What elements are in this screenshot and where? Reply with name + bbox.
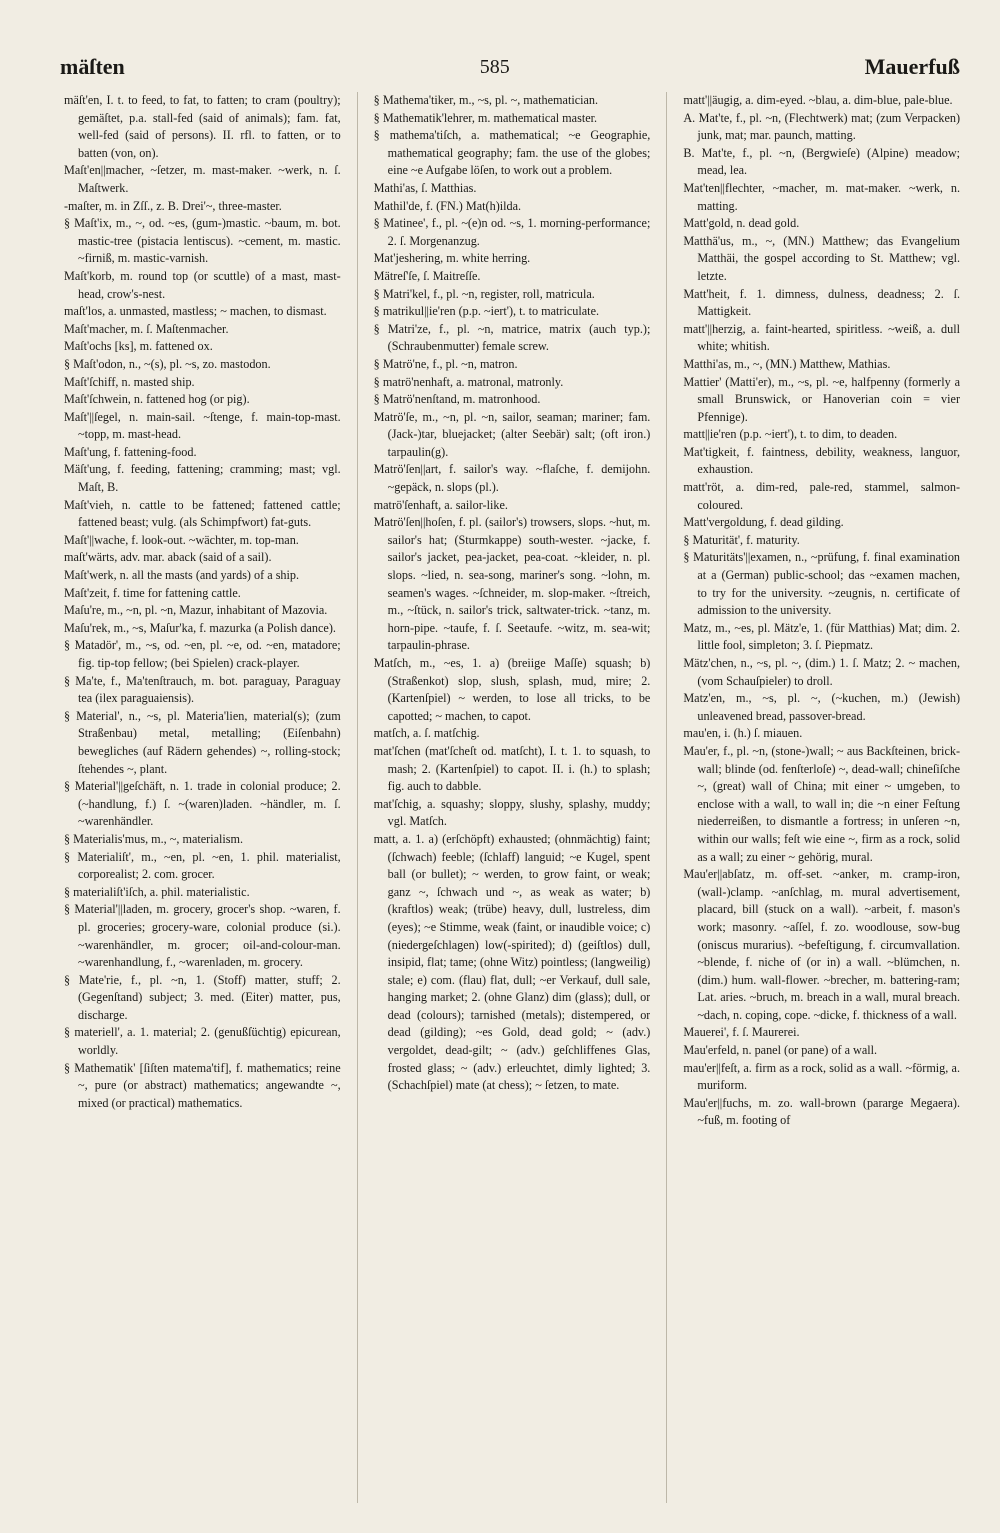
dictionary-entry: Matrö'ſe, m., ~n, pl. ~n, sailor, seaman; mariner; fam. (Jack-)tar, bluejacket; (alter Seebär) salt; (oft iron.) tarpaulin(g). xyxy=(373,409,651,459)
dictionary-entry: matt||ie'ren (p.p. ~iert'), t. to dim, to deaden. xyxy=(683,427,898,442)
dictionary-entry: § Maſt'ix, m., ~, od. ~es, (gum-)mastic. ~baum, m. bot. mastic-tree (pistacia lentiscus). ~cement, m. mastic. ~firniß, m. mastic-varnish. xyxy=(64,216,341,266)
dictionary-entry: Matz, m., ~es, pl. Mätz'e, 1. (für Matthias) Mat; dim. 2. little fool, simpleton; 3. ſ. Piepmatz. xyxy=(683,620,961,653)
dictionary-entry: § Materialis'mus, m., ~, materialism. xyxy=(64,831,244,846)
dictionary-entry: maſt'wärts, adv. mar. aback (said of a sail). xyxy=(64,550,272,565)
dictionary-entry: § Materialiſt', m., ~en, pl. ~en, 1. phil. materialist, corporealist; 2. com. grocer. xyxy=(64,849,341,882)
dictionary-entry: maſt'los, a. unmasted, mastless; ~ machen, to dismast. xyxy=(64,304,327,319)
dictionary-entry: Matt'heit, f. 1. dimness, dulness, deadness; 2. ſ. Mattigkeit. xyxy=(683,286,961,319)
dictionary-entry: § Matadör', m., ~s, od. ~en, pl. ~e, od. ~en, matadore; fig. tip-top fellow; (bei Spielen) crack-player. xyxy=(64,638,341,670)
dictionary-entry: matt'||herzig, a. faint-hearted, spiritless. ~weiß, a. dull white; whitish. xyxy=(683,321,961,354)
dictionary-entry: matrö'ſenhaft, a. sailor-like. xyxy=(373,497,508,512)
dictionary-entry: Maſt'vieh, n. cattle to be fattened; fattened cattle; fattened beast; vulg. (als Schimpfwort) fat-guts. xyxy=(64,497,341,530)
dictionary-entry: Maſt'ochs [ks], m. fattened ox. xyxy=(64,339,213,354)
dictionary-entry: matt'||äugig, a. dim-eyed. ~blau, a. dim-blue, pale-blue. xyxy=(683,93,953,107)
dictionary-entry: Mau'erfeld, n. panel (or pane) of a wall. xyxy=(683,1043,878,1058)
right-guide-word: Mauerfuß xyxy=(864,54,960,79)
dictionary-entry: § Maturitäts'||examen, n., ~prüfung, f. final examination at a (German) public-school; das ~examen machen, to try for the university. ~zeugnis, n. certificate of admission to the university. xyxy=(683,550,961,618)
column-3 xyxy=(683,92,960,1503)
column-2 xyxy=(374,92,651,1503)
dictionary-entry: Maſu're, m., ~n, pl. ~n, Mazur, inhabitant of Mazovia. xyxy=(64,603,328,618)
dictionary-entry: Mathi'as, ſ. Matthias. xyxy=(373,180,477,195)
dictionary-entry: Maſt'werk, n. all the masts (and yards) of a ship. xyxy=(64,568,300,583)
dictionary-entry: § mathema'tiſch, a. mathematical; ~e Geographie, mathematical geography; fam. the use of the globes; eine ~e Aufgabe löſen, to work out a problem. xyxy=(373,128,651,178)
dictionary-entry: Mau'er||abſatz, m. off-set. ~anker, m. cramp-iron, (wall-)clamp. ~anſchlag, m. mural advertisement, placard, bill (stuck on a wall). ~arbeit, f. mason's work; masonry. ~aſſel, f. zo. woodlouse, sow-bug (oniscus murarius). ~befeſtigung, f. circumvallation. ~blende, f. niche of (or in) a wall. ~blümchen, n. (dim.) hum. wall-flower. ~brecher, m. battering-ram; Lat. aries. ~bruch, m. breach in a wall, mural breach. ~dach, n. coping, cope. ~dicke, f. thickness of a wall. xyxy=(683,867,961,1022)
dictionary-entry: Matt'gold, n. dead gold. xyxy=(683,216,800,231)
column-divider xyxy=(357,92,358,1503)
dictionary-entry: § Matrö'ne, f., pl. ~n, matron. xyxy=(373,356,518,371)
dictionary-entry: Maſt'macher, m. ſ. Maſtenmacher. xyxy=(64,321,229,336)
dictionary-entry: Maſu'rek, m., ~s, Maſur'ka, f. mazurka (a Polish dance). xyxy=(64,620,336,635)
left-guide-word: mäſten xyxy=(60,54,125,79)
dictionary-entry: mat'ſchen (mat'ſcheſt od. matſcht), I. t. 1. to squash, to mash; 2. (Kartenſpiel) to capot. II. i. (h.) to splash; fig. auch to dabble. xyxy=(373,743,651,794)
dictionary-entry: Matthä'us, m., ~, (MN.) Matthew; das Evangelium Matthäi, the gospel according to St. Matthew; vgl. letzte. xyxy=(683,233,961,283)
dictionary-entry: § materiell', a. 1. material; 2. (genußſüchtig) epicurean, worldly. xyxy=(64,1025,341,1058)
dictionary-entry: Matrö'ſen||hoſen, f. pl. (sailor's) trowsers, slops. ~hut, m. sailor's hat; (Sturmkappe) south-wester. ~jacke, f. sailor's jacket, pea-jacket, pea-coat. ~kleider, n. pl. slops. ~lied, n. sea-song, mariner's song. ~lohn, m. seamen's wages. ~ſchneider, m. slop-maker. ~ſtreich, m., ~ſtück, n. sailor's trick, saltwater-trick. ~tanz, m. horn-pipe. ~taufe, f. ſ. Seetaufe. ~witz, m. sea-wit; tarpaulin-phrase. xyxy=(373,515,651,653)
dictionary-entry: Maſt'en||macher, ~ſetzer, m. mast-maker. ~werk, n. ſ. Maſtwerk. xyxy=(64,163,341,195)
dictionary-entry: § Maturität', f. maturity. xyxy=(683,532,800,547)
dictionary-entry: Maſt'korb, m. round top (or scuttle) of a mast, mast-head, crow's-nest. xyxy=(64,268,341,301)
dictionary-entry: Maſt'zeit, f. time for fattening cattle. xyxy=(64,585,241,600)
dictionary-entry: § Matinee', f., pl. ~(e)n od. ~s, 1. morning-performance; 2. ſ. Morgenanzug. xyxy=(373,216,651,248)
dictionary-entry: matt'röt, a. dim-red, pale-red, stammel, salmon-coloured. xyxy=(683,480,961,512)
dictionary-entry: § Maſt'odon, n., ~(s), pl. ~s, zo. mastodon. xyxy=(64,356,271,371)
dictionary-entry: § Mathema'tiker, m., ~s, pl. ~, mathematician. xyxy=(373,93,599,107)
dictionary-entry: § matrö'nenhaft, a. matronal, matronly. xyxy=(373,374,564,389)
dictionary-entry: Maſt'||wache, f. look-out. ~wächter, m. top-man. xyxy=(64,532,299,547)
dictionary-entry: Matrö'ſen||art, f. sailor's way. ~flaſche, f. demijohn. ~gepäck, n. slops (pl.). xyxy=(373,462,651,495)
dictionary-entry: Maſt'ſchwein, n. fattened hog (or pig). xyxy=(64,392,250,407)
dictionary-entry: Mat'ten||flechter, ~macher, m. mat-maker. ~werk, n. matting. xyxy=(683,180,961,213)
dictionary-entry: § Mathematik' [ſiſten matema'tif], f. mathematics; reine ~, pure (or abstract) mathematics; angewandte ~, mixed (or practical) mathematics. xyxy=(64,1060,341,1110)
dictionary-entry: § Mate'rie, f., pl. ~n, 1. (Stoff) matter, stuff; 2. (Gegenſtand) subject; 3. med. (Eiter) matter, pus, discharge. xyxy=(64,972,341,1022)
dictionary-entry: Matt'vergoldung, f. dead gilding. xyxy=(683,515,844,530)
dictionary-entry: Mauerei', f. ſ. Maurerei. xyxy=(683,1025,800,1040)
dictionary-entry: Mathil'de, f. (FN.) Mat(h)ilda. xyxy=(373,198,522,213)
dictionary-entry: § Ma'te, f., Ma'tenſtrauch, m. bot. paraguay, Paraguay tea (ilex paraguaiensis). xyxy=(64,673,341,706)
columns xyxy=(64,92,960,1503)
dictionary-entry: Matz'en, m., ~s, pl. ~, (~kuchen, m.) (Jewish) unleavened bread, passover-bread. xyxy=(683,691,961,723)
dictionary-entry: -maſter, m. in Zſſ., z. B. Drei'~, three-master. xyxy=(64,198,282,213)
dictionary-entry: mau'er||feſt, a. firm as a rock, solid as a wall. ~förmig, a. muriform. xyxy=(683,1060,961,1093)
dictionary-entry: Matſch, m., ~es, 1. a) (breiige Maſſe) squash; b) (Straßenkot) slop, slush, splash, mud, mire; 2. (Kartenſpiel) ~ werden, to lose all tricks, to be capotted; ~ machen, to capot. xyxy=(373,656,651,723)
dictionary-entry: Maſt'ung, f. fattening-food. xyxy=(64,444,197,459)
dictionary-entry: matſch, a. ſ. matſchig. xyxy=(373,726,480,741)
dictionary-entry: mau'en, i. (h.) ſ. miauen. xyxy=(683,726,803,741)
dictionary-entry: matt, a. 1. a) (erſchöpft) exhausted; (ohnmächtig) faint; (ſchwach) feeble; (ſchlaff) languid; ~e Kugel, spent ball (or bullet); ~ werden, to grow faint, or weak; ganz ~, ſchwach und ~, as weak as water; b) (kraftlos) weak; (trübe) heavy, dull, lustreless, dim (eyes); ~e Stimme, weak (faint, or inaudible voice; c) (niedergeſchlagen) low(-spirited); d) (geiſtlos) dull, insipid, flat; tame; (ohne Witz) pointless; (langweilig) stale; e) com. (flau) flat, dull; ~er Verkauf, dull sale, hanging market; 2. (ohne Glanz) dim (glass); dull, or dead (colours); tarnished (metals); distempered, or dead (gilding); ~es Gold, dead gold; ~ (adv.) vergoldet, dead-gilt; ~ (adv.) geſchliffenes Glas, frosted glass; ~ (adv.) erleuchtet, dimly lighted; 3. (Schachſpiel) mate (at chess); ~ ſetzen, to mate. xyxy=(373,831,651,1093)
dictionary-entry: § materialiſt'iſch, a. phil. materialistic. xyxy=(64,884,250,899)
dictionary-entry: § Matri'ze, f., pl. ~n, matrice, matrix (auch typ.); (Schraubenmutter) female screw. xyxy=(373,321,651,354)
dictionary-entry: § Matri'kel, f., pl. ~n, register, roll, matricula. xyxy=(373,286,595,301)
dictionary-entry: Mätreſ'ſe, ſ. Maitreſſe. xyxy=(373,268,481,283)
dictionary-entry: Mau'er, f., pl. ~n, (stone-)wall; ~ aus Backſteinen, brick-wall; blinde (od. fenſterloſe) ~, dead-wall; chineſiſche ~, (great) wall of China; mit einer ~ umgeben, to enclose with a wall, to wall in; die ~n einer Feſtung niederreißen, to dismantle a fortress; in unſeren ~n, within our walls; feſt wie eine ~, firm as a rock, solid as a wall; zu einer ~ gehörig, mural. xyxy=(683,743,961,864)
dictionary-entry: Mau'er||fuchs, m. zo. wall-brown (pararge Megaera). ~fuß, m. footing of xyxy=(683,1095,961,1128)
dictionary-entry: § matrikul||ie'ren (p.p. ~iert'), t. to matriculate. xyxy=(373,304,600,319)
dictionary-entry: Mäſt'ung, f. feeding, fattening; cramming; mast; vgl. Maſt, B. xyxy=(64,462,341,495)
dictionary-entry: Mätz'chen, n., ~s, pl. ~, (dim.) 1. ſ. Matz; 2. ~ machen, (vom Schauſpieler) to droll. xyxy=(683,656,961,688)
dictionary-entry: § Material'||laden, m. grocery, grocer's shop. ~waren, f. pl. groceries; grocery-ware, colonial produce (si.). ~warenhändler, m. grocer; oil-and-colour-man. ~warenhandlung, f., ~warenladen, m. grocery. xyxy=(64,902,341,970)
page-header xyxy=(60,50,960,84)
column-divider xyxy=(666,92,667,1503)
page-number: 585 xyxy=(479,55,510,78)
dictionary-entry: § Material', n., ~s, pl. Materia'lien, material(s); (zum Straßenbau) metal, metalling; (Eiſenbahn) bewegliches (auf Rädern gehendes) ~, rolling-stock; ſtehendes ~, plant. xyxy=(64,708,341,776)
column-1 xyxy=(64,92,341,1503)
dictionary-entry: Mat'jeshering, m. white herring. xyxy=(373,251,531,266)
dictionary-entry: § Mathematik'lehrer, m. mathematical master. xyxy=(373,110,598,125)
dictionary-entry: B. Mat'te, f., pl. ~n, (Bergwieſe) (Alpine) meadow; mead, lea. xyxy=(683,145,961,178)
dictionary-entry: Maſt'ſchiff, n. masted ship. xyxy=(64,374,195,389)
dictionary-entry: mäſt'en, I. t. to feed, to fat, to fatten; to cram (poultry); gemäſtet, p.a. stall-fed (said of animals); fam. fat, well-fed (said of persons). II. rfl. to fatten, or to batten (von, on). xyxy=(64,93,341,160)
dictionary-entry: § Material'||geſchäft, n. 1. trade in colonial produce; 2. (~handlung, f.) ſ. ~(waren)laden. ~händler, m. ſ. ~warenhändler. xyxy=(64,779,341,829)
dictionary-entry: Matthi'as, m., ~, (MN.) Matthew, Mathias. xyxy=(683,356,891,371)
dictionary-entry: mat'ſchig, a. squashy; sloppy, slushy, splashy, muddy; vgl. Matſch. xyxy=(373,796,651,829)
dictionary-entry: A. Mat'te, f., pl. ~n, (Flechtwerk) mat; (zum Verpacken) junk, mat; mar. paunch, matting. xyxy=(683,110,961,143)
dictionary-entry: § Matrö'nenſtand, m. matronhood. xyxy=(373,392,541,407)
dictionary-entry: Mattier' (Matti'er), m., ~s, pl. ~e, halfpenny (formerly a small Brunswick, or Hanoverian coin = vier Pfennige). xyxy=(683,374,961,424)
dictionary-entry: Mat'tigkeit, f. faintness, debility, weakness, languor, exhaustion. xyxy=(683,444,961,477)
dictionary-entry: Maſt'||ſegel, n. main-sail. ~ſtenge, f. main-top-mast. ~topp, m. mast-head. xyxy=(64,409,341,442)
